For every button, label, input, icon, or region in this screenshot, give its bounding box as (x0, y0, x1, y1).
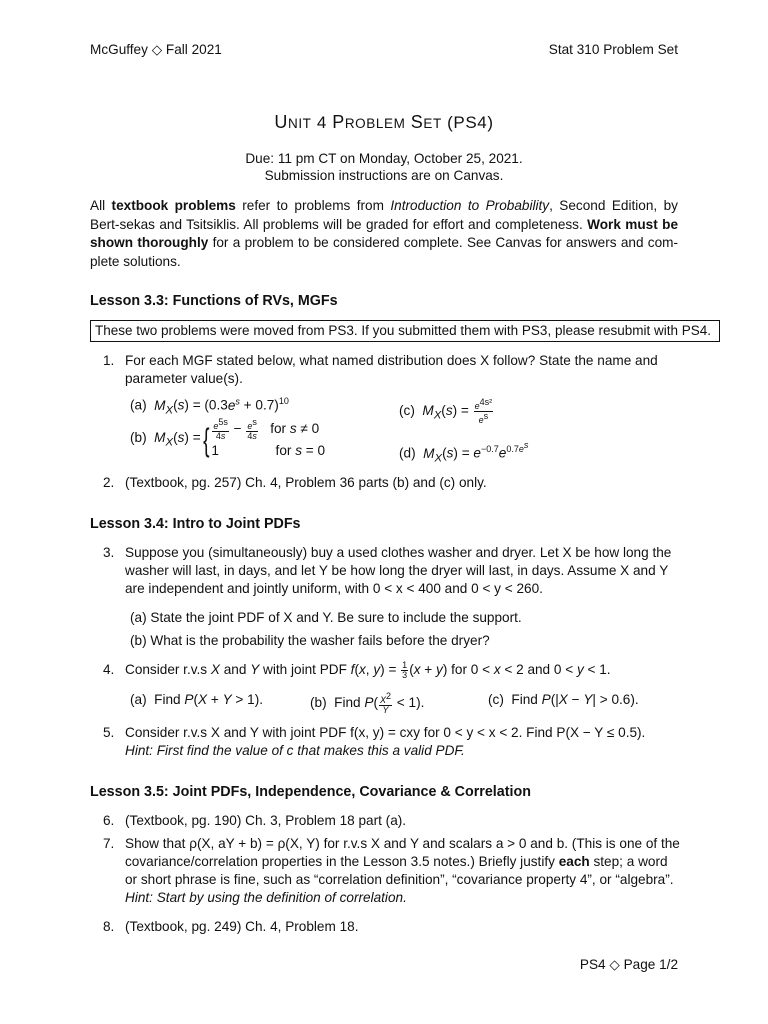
due-date: Due: 11 pm CT on Monday, October 25, 2021. (245, 151, 523, 166)
submission-note: Submission instructions are on Canvas. (264, 168, 504, 183)
problem-7: 7. Show that ρ(X, aY + b) = ρ(X, Y) for r.v.s X and Y and scalars a > 0 and b. (This is one of the covariance/correlation properties in the Lesson 3.5 notes.) Briefly justify each step; a word or short phrase is fine, such as “correlation definition”, “covariance property 4”, or “algebra”. Hint: Start by using the definition of correlation. (103, 836, 680, 905)
problem-4b: (b) Find P( $\frac{X^2}{Y}$ < 1). (310, 691, 425, 715)
header-course-term: McGuffey ◇ Fall 2021 (90, 42, 222, 57)
problem-5-hint: Hint: First find the value of c that makes this a valid PDF. (125, 743, 465, 758)
problem-8: 8. (Textbook, pg. 249) Ch. 4, Problem 18. (104, 918, 680, 936)
problem-2: 2. (Textbook, pg. 257) Ch. 4, Problem 36 parts (b) and (c) only. (104, 474, 680, 492)
section-heading-3-5: Lesson 3.5: Joint PDFs, Independence, Covariance & Correlation (90, 784, 531, 800)
problem-6-text: (Textbook, pg. 190) Ch. 3, Problem 18 part (a). (125, 813, 407, 828)
problem-4c: (c) Find P(|X − Y| > 0.6). (488, 692, 639, 707)
page-footer: PS4 ◇ Page 1/2 (579, 957, 678, 972)
problem-2-text: (Textbook, pg. 257) Ch. 4, Problem 36 parts (b) and (c) only. (125, 475, 487, 490)
problem-1c: (c) $M_X(s)$ = $\frac{e^{4s^2}}{e^s}$ (399, 397, 493, 425)
section-heading-3-4: Lesson 3.4: Intro to Joint PDFs (90, 516, 301, 532)
problem-3a: (a) State the joint PDF of X and Y. Be sure to include the support. (130, 610, 522, 625)
section-heading-3-3: Lesson 3.3: Functions of RVs, MGFs (90, 293, 338, 309)
problem-4: 4. Consider r.v.s X and Y with joint PDF f(x, y) = $\frac{1}{3}$ (x + y) for 0 < x < 2 and 0 < y < 1. (104, 661, 680, 680)
problem-5-text: Consider r.v.s X and Y with joint PDF f(x, y) = cxy for 0 < y < x < 2. Find P(X − Y ≤ 0.5). (125, 725, 646, 740)
intro-paragraph: All textbook problems refer to problems from Introduction to Probability, Second Edition, by Bert-sekas and Tsitsiklis. All problems will be graded for effort and completeness. Work must be shown thoroughly for a problem to be considered complete. See Canvas for answers and com-plete solutions. (90, 198, 679, 269)
problem-4-text: Consider r.v.s X and Y with joint PDF f(x, y) = $\frac{1}{3}$ (x + y) for 0 < x < 2 and 0 < y < 1. (125, 660, 611, 680)
header-course-name: Stat 310 Problem Set (548, 42, 678, 57)
problem-3: 3. Suppose you (simultaneously) buy a used clothes washer and dryer. Let X be how long the washer will last, in days, and let Y be how long the dryer will last, in days. Assume X and Y are independent and jointly uniform, with 0 < x < 400 and 0 < y < 260. (104, 544, 680, 598)
problem-3-text: Suppose you (simultaneously) buy a used clothes washer and dryer. Let X be how long the washer will last, in days, and let Y be how long the dryer will last, in days. Assume X and Y are independent and jointly uniform, with 0 < x < 400 and 0 < y < 260. (125, 545, 672, 596)
problem-8-text: (Textbook, pg. 249) Ch. 4, Problem 18. (125, 919, 359, 934)
running-header (90, 42, 678, 62)
problem-1: 1. For each MGF stated below, what named distribution does X follow? State the name and parameter value(s). (104, 352, 680, 388)
problem-4a: (a) Find P(X + Y > 1). (130, 692, 264, 707)
problem-1d: (d) $M_X(s) = e^{-0.7}e^{0.7e^s}$ (399, 440, 529, 465)
page-title: UNIT 4 PROBLEM SET (PS4) (274, 112, 494, 132)
problem-3b: (b) What is the probability the washer fails before the dryer? (130, 633, 490, 648)
problem-6: 6. (Textbook, pg. 190) Ch. 3, Problem 18 part (a). (104, 812, 680, 830)
problem-1-text: For each MGF stated below, what named distribution does X follow? State the name and parameter value(s). (125, 353, 658, 386)
boxed-note: These two problems were moved from PS3. If you submitted them with PS3, please resubmit with PS4. (90, 320, 720, 342)
due-info (0, 150, 768, 184)
problem-1b: (b) $M_X(s)$ ={ $\frac{e^{5s}}{4s}$ − $\frac{e^s}{4s}$ for s ≠ 0 1 for s = 0 (130, 417, 326, 458)
problem-1a: (a) $M_X(s) = (0.3e^s + 0.7)^{10}$ (130, 396, 289, 417)
problem-5: 5. Consider r.v.s X and Y with joint PDF f(x, y) = cxy for 0 < y < x < 2. Find P(X − Y ≤ 0.5). Hint: First find the value of c that makes this a valid PDF. (104, 724, 680, 760)
problem-7-text: Show that ρ(X, aY + b) = ρ(X, Y) for r.v.s X and Y and scalars a > 0 and b. (This is one of the covariance/correlation properties in the Lesson 3.5 notes.) Briefly justify each step; a word or short phrase is fine, such as “correlation definition”, “covariance property 4”, or “algebra”. Hint: Start by using the definition of correlation. (125, 836, 680, 905)
